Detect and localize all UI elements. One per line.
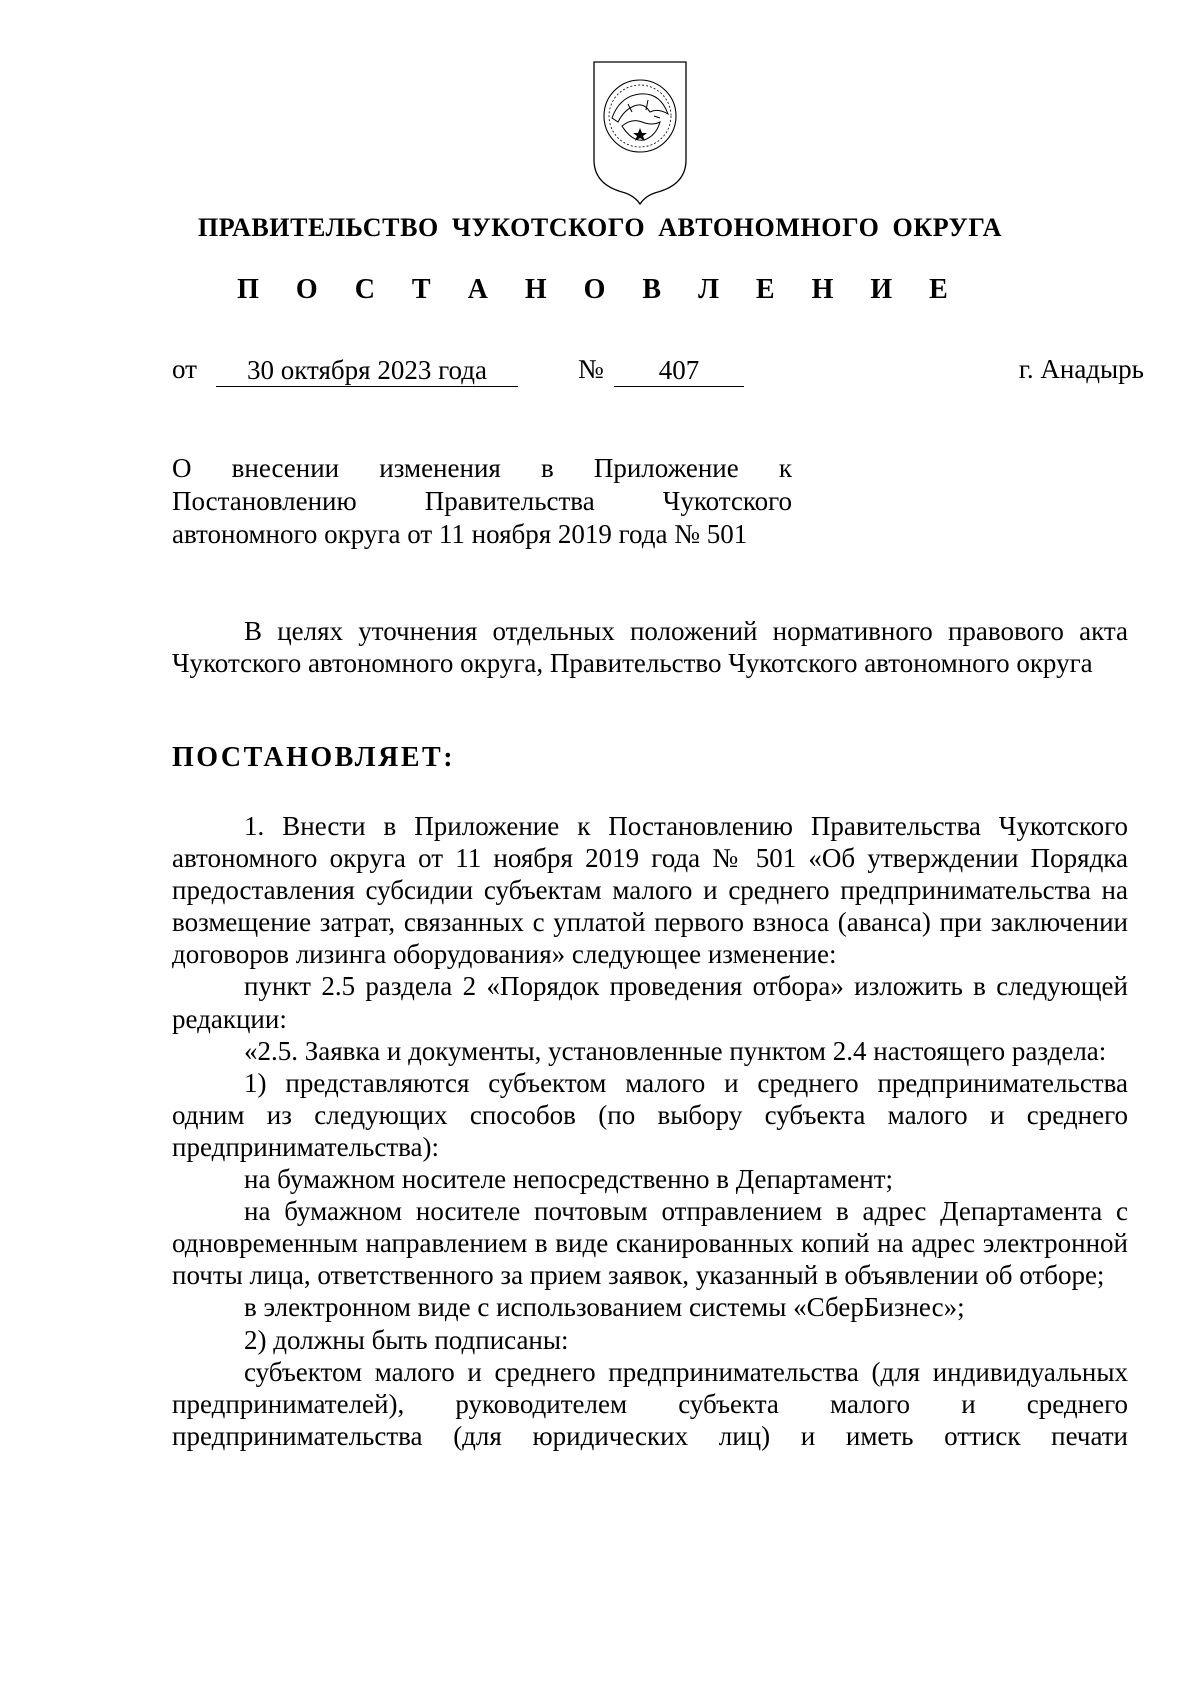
resolution-body [172,810,1128,1452]
body-paragraph: пункт 2.5 раздела 2 «Порядок проведения отбора» изложить в следующей редакции: [172,971,1128,1034]
organization-title: ПРАВИТЕЛЬСТВО ЧУКОТСКОГО АВТОНОМНОГО ОКРУГА [197,213,1003,242]
resolves-heading: ПОСТАНОВЛЯЕТ: [172,742,456,773]
body-paragraph: на бумажном носителе непосредственно в Департамент; [244,1164,894,1195]
preamble-paragraph: В целях уточнения отдельных положений нормативного правового акта Чукотского автономного округа, Правительство Чукотского автономного округа [172,616,1128,679]
document-number: 407 [614,354,744,387]
subject-line: О внесении изменения в Приложение к [172,453,792,483]
date-number-line [172,354,1144,390]
number-sign: № [578,354,604,384]
preamble-block [172,615,1128,680]
subject-line: автономного округа от 11 ноября 2019 года № 501 [172,519,748,549]
document-city: г. Анадырь [1018,354,1144,384]
document-date: 30 октября 2023 года [216,354,518,387]
body-paragraph: на бумажном носителе почтовым отправлением в адрес Департамента с одновременным направлением в виде сканированных копий на адрес электронной почты лица, ответственного за прием заявок, указанный в объявлении об отборе; [172,1196,1128,1291]
body-paragraph: «2.5. Заявка и документы, установленные пунктом 2.4 настоящего раздела: [244,1035,1107,1066]
body-paragraph: 2) должны быть подписаны: [244,1324,569,1355]
body-paragraph: субъектом малого и среднего предпринимательства (для индивидуальных предпринимателей), руководителем субъекта малого и среднего предпринимательства (для юридических лиц) и иметь оттиск печати [172,1356,1128,1451]
body-paragraph: 1) представляются субъектом малого и среднего предпринимательства одним из следующих способов (по выбору субъекта малого и среднего предпринимательства): [172,1067,1128,1162]
body-paragraph: в электронном виде с использованием системы «СберБизнес»; [244,1292,965,1323]
subject-line: Постановлению Правительства Чукотского [172,486,792,516]
document-subject [172,452,792,551]
body-paragraph: 1. Внести в Приложение к Постановлению Правительства Чукотского автономного округа от 11 ноября 2019 года № 501 «Об утверждении Порядка предоставления субсидии субъектам малого и среднего предпринимательства на возмещение затрат, связанных с уплатой первого взноса (аванса) при заключении договоров лизинга оборудования» следующее изменение: [172,811,1128,970]
coat-of-arms-icon [588,56,692,206]
document-type-title: П О С Т А Н О В Л Е Н И Е [237,274,963,305]
date-prefix: от [172,354,197,384]
